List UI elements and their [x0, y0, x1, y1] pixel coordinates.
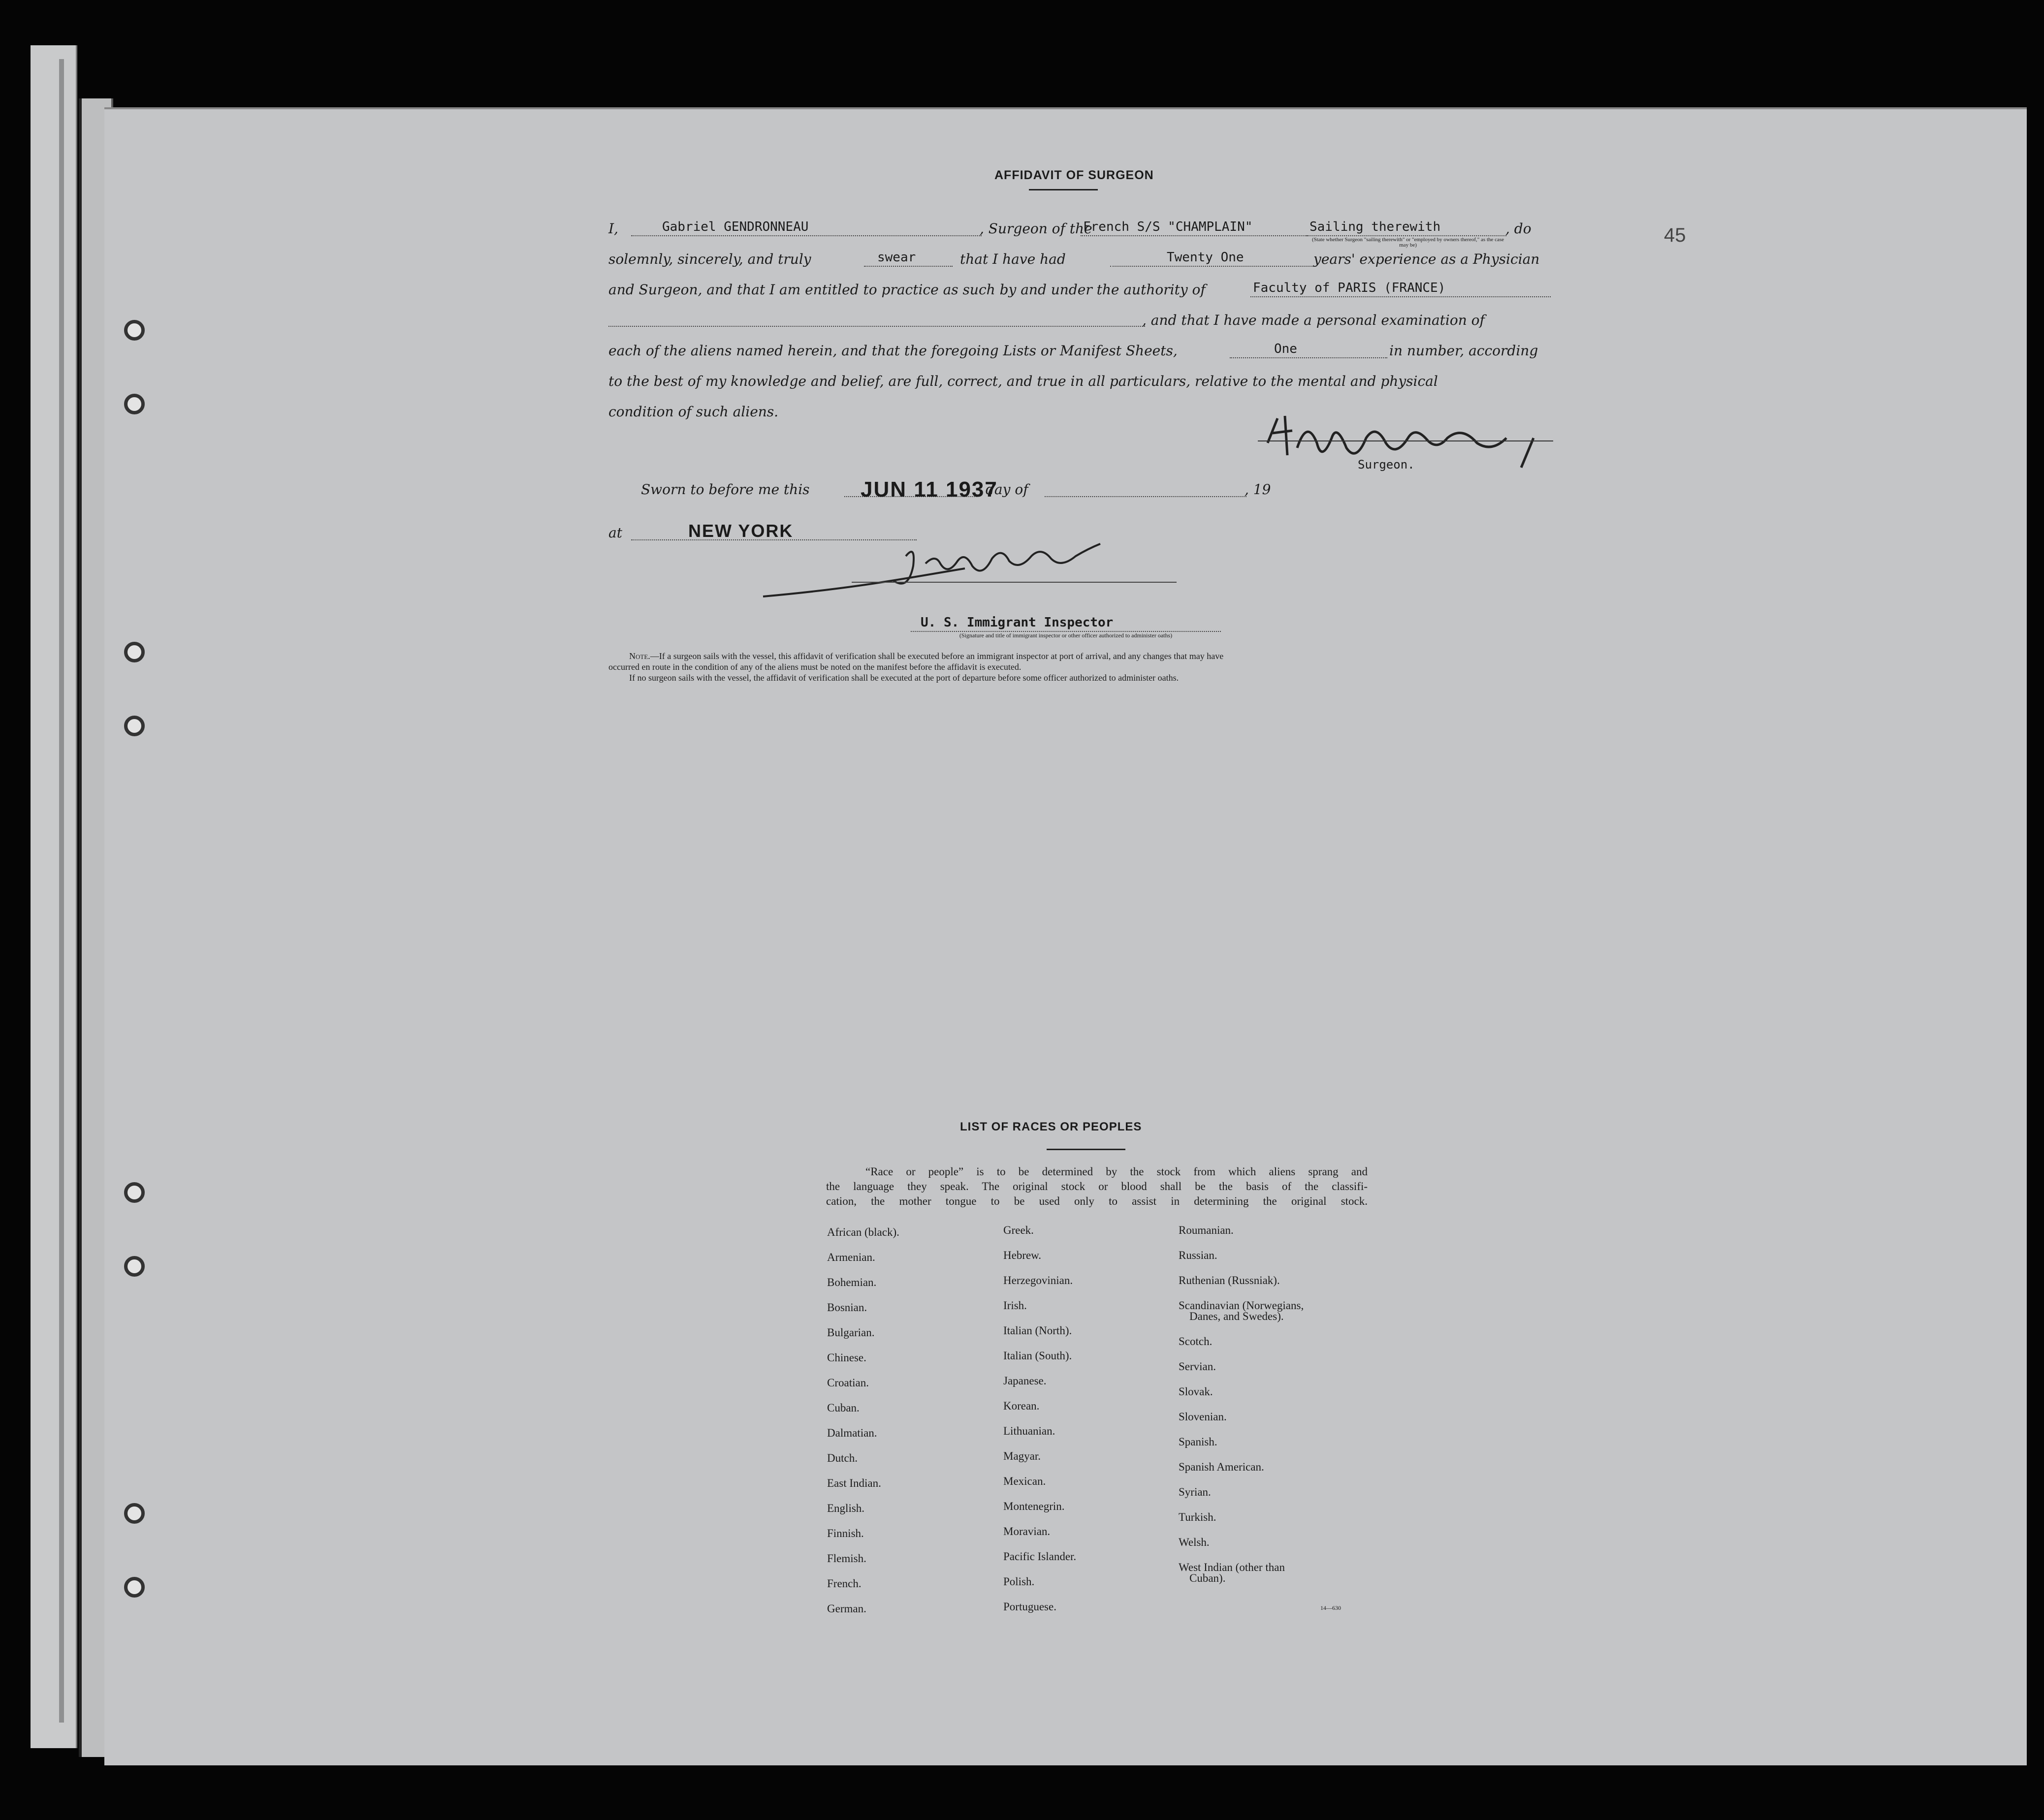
note-line-3: If no surgeon sails with the vessel, the affidavit of verification shall be executed at the port of departure before some officer authorized to administer oaths. [629, 673, 1179, 683]
authority-continuation-rule [608, 326, 1145, 327]
race-entry: Dalmatian. [827, 1427, 877, 1439]
surgeon-signature-line [1258, 440, 1553, 441]
inspector-title: U. S. Immigrant Inspector [921, 615, 1114, 630]
line4-text: , and that I have made a personal examination of [1142, 312, 1485, 328]
years-field: Twenty One [1167, 250, 1244, 265]
races-intro-1: “Race or people” is to be determined by the stock from which aliens sprang and [865, 1165, 1368, 1178]
race-entry: Slovenian. [1179, 1411, 1227, 1423]
race-entry: Bosnian. [827, 1301, 867, 1314]
status-field: Sailing therewith [1309, 220, 1441, 234]
race-entry: Montenegrin. [1003, 1500, 1065, 1512]
status-instruction: (State whether Surgeon "sailing therewith" or "employed by owners thereof," as the case may be) [1311, 237, 1504, 248]
binder-edge [59, 59, 64, 1723]
oath-field: swear [877, 250, 916, 265]
race-entry: Hebrew. [1003, 1249, 1042, 1261]
place-stamp: NEW YORK [688, 521, 794, 541]
races-intro-3: cation, the mother tongue to be used only to assist in determining the original stock. [826, 1195, 1368, 1207]
sworn-prefix: Sworn to before me this [641, 481, 810, 498]
note-line-2: occurred en route in the condition of any of the aliens must be noted on the manifest before the affidavit is executed. [608, 662, 1022, 672]
line1-mid: , Surgeon of the [980, 220, 1092, 237]
binding-hole-icon [124, 320, 145, 341]
race-entry: Scotch. [1179, 1335, 1213, 1348]
affidavit-title: AFFIDAVIT OF SURGEON [994, 168, 1154, 182]
race-entry: East Indian. [827, 1477, 881, 1489]
surgeon-label: Surgeon. [1358, 458, 1415, 471]
inspector-instruction: (Signature and title of immigrant inspector or other officer authorized to administer oaths) [959, 632, 1173, 639]
surgeon-name-field-rule [631, 235, 982, 236]
race-entry: Korean. [1003, 1400, 1040, 1412]
binding-hole-icon [124, 1577, 145, 1598]
status-field-rule [1307, 235, 1506, 236]
race-entry: Spanish American. [1179, 1461, 1264, 1473]
note-text-1: —If a surgeon sails with the vessel, this affidavit of verification shall be executed before an immigrant inspector at port of arrival, and any changes that may have [650, 651, 1224, 661]
race-entry: Servian. [1179, 1360, 1216, 1373]
race-entry: Danes, and Swedes). [1189, 1310, 1284, 1322]
authority-field: Faculty of PARIS (FRANCE) [1253, 281, 1446, 295]
line6-text: to the best of my knowledge and belief, are full, correct, and true in all particulars, relative to the mental and physical [608, 373, 1438, 389]
race-entry: Italian (North). [1003, 1324, 1072, 1337]
line3-prefix: and Surgeon, and that I am entitled to practice as such by and under the authority of [608, 282, 1206, 298]
inspector-signature [758, 541, 1182, 605]
binding-hole-icon [124, 1182, 145, 1203]
sheets-field-rule [1230, 357, 1387, 358]
line1-prefix: I, [608, 220, 618, 237]
race-entry: Turkish. [1179, 1511, 1216, 1523]
note-label: Note. [629, 651, 650, 661]
race-entry: Herzegovinian. [1003, 1274, 1073, 1287]
ship-field: French S/S "CHAMPLAIN" [1083, 220, 1253, 234]
race-entry: Ruthenian (Russniak). [1179, 1274, 1280, 1287]
race-entry: Syrian. [1179, 1486, 1211, 1498]
sworn-year: , 19 [1245, 481, 1271, 498]
inspector-signature-line [852, 582, 1177, 583]
binder-spine [31, 45, 77, 1748]
race-entry: Russian. [1179, 1249, 1217, 1261]
race-entry: Magyar. [1003, 1450, 1041, 1462]
race-entry: French. [827, 1577, 862, 1590]
race-entry: Portuguese. [1003, 1600, 1056, 1613]
race-entry: Bulgarian. [827, 1326, 875, 1339]
line2-prefix: solemnly, sincerely, and truly [608, 251, 811, 267]
race-entry: Greek. [1003, 1224, 1034, 1236]
line7-text: condition of such aliens. [608, 404, 779, 420]
binding-hole-icon [124, 716, 145, 736]
race-entry: English. [827, 1502, 865, 1514]
binding-hole-icon [124, 1256, 145, 1277]
ship-field-rule [1081, 235, 1307, 236]
authority-field-rule [1250, 296, 1551, 297]
page-number: 45 [1664, 224, 1686, 246]
binding-hole-icon [124, 1503, 145, 1524]
race-entry: Cuban. [827, 1402, 860, 1414]
oath-field-rule [864, 266, 953, 267]
race-entry: Spanish. [1179, 1436, 1217, 1448]
race-entry: Bohemian. [827, 1276, 877, 1288]
race-entry: Lithuanian. [1003, 1425, 1055, 1437]
sworn-month-rule [1045, 496, 1246, 497]
race-entry: Armenian. [827, 1251, 875, 1263]
race-entry: Scandinavian (Norwegians, [1179, 1299, 1304, 1312]
line5-prefix: each of the aliens named herein, and that the foregoing Lists or Manifest Sheets, [608, 343, 1178, 359]
race-entry: Pacific Islander. [1003, 1550, 1077, 1563]
race-entry: West Indian (other than [1179, 1561, 1285, 1573]
race-entry: Polish. [1003, 1575, 1035, 1588]
form-number: 14—630 [1320, 1604, 1341, 1611]
sheets-field: One [1274, 342, 1297, 356]
race-entry: Italian (South). [1003, 1349, 1072, 1362]
sworn-day-of: day of [986, 481, 1028, 498]
race-entry: Slovak. [1179, 1385, 1213, 1398]
years-field-rule [1110, 266, 1314, 267]
race-entry: Irish. [1003, 1299, 1027, 1312]
at-prefix: at [608, 525, 622, 541]
sworn-date-stamp: JUN 11 1937 [861, 477, 998, 502]
race-entry: Welsh. [1179, 1536, 1210, 1548]
line2-suffix: years' experience as a Physician [1313, 251, 1540, 267]
races-title-rule [1047, 1149, 1125, 1150]
line2-mid: that I have had [960, 251, 1066, 267]
race-entry: Dutch. [827, 1452, 858, 1464]
race-entry: Mexican. [1003, 1475, 1046, 1487]
race-entry: Croatian. [827, 1377, 869, 1389]
note-line-1 [629, 651, 1223, 661]
line1-suffix: , do [1505, 220, 1532, 237]
race-entry: Finnish. [827, 1527, 864, 1539]
races-intro-2: the language they speak. The original stock or blood shall be the basis of the classifi- [826, 1180, 1368, 1192]
race-entry: German. [827, 1602, 866, 1615]
surgeon-name-field: Gabriel GENDRONNEAU [662, 220, 809, 234]
binding-hole-icon [124, 394, 145, 414]
title-rule [1029, 189, 1098, 190]
race-entry: Chinese. [827, 1351, 866, 1364]
race-entry: Cuban). [1189, 1572, 1226, 1584]
race-entry: Japanese. [1003, 1375, 1047, 1387]
line5-suffix: in number, according [1389, 343, 1538, 359]
race-entry: Moravian. [1003, 1525, 1051, 1538]
race-entry: Flemish. [827, 1552, 866, 1565]
race-entry: Roumanian. [1179, 1224, 1234, 1236]
race-entry: African (black). [827, 1226, 899, 1238]
binding-hole-icon [124, 642, 145, 662]
races-title: LIST OF RACES OR PEOPLES [960, 1120, 1142, 1133]
